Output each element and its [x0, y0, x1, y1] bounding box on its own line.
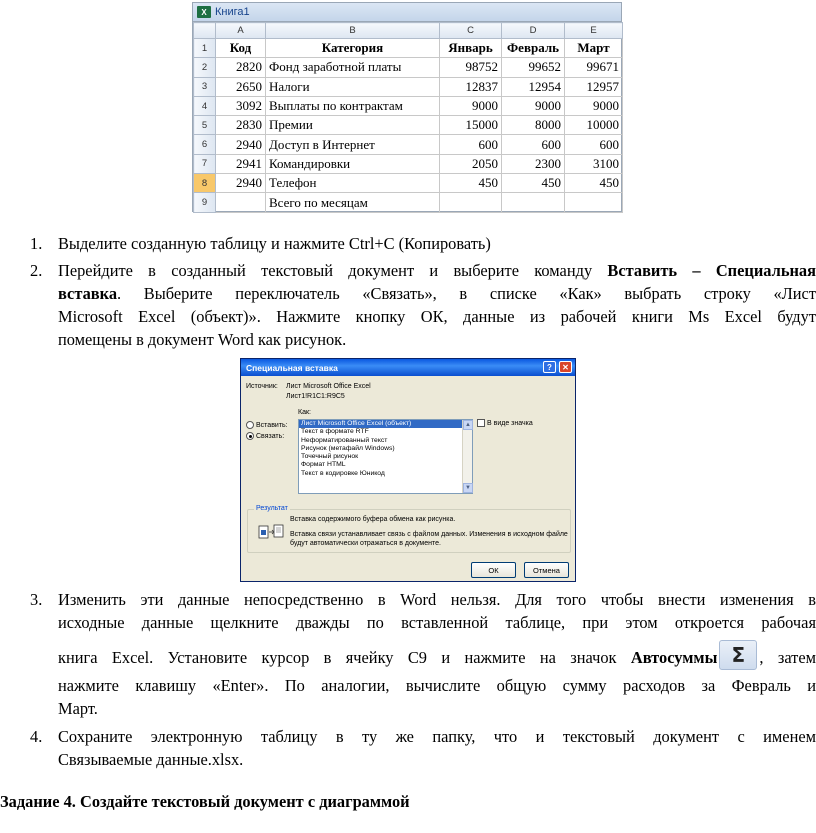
radio-button[interactable] — [246, 421, 254, 429]
table-cell: Телефон — [266, 174, 440, 193]
table-row — [194, 96, 623, 115]
table-cell: 9000 — [565, 96, 623, 115]
step-1 — [30, 232, 816, 256]
row-number: 4 — [194, 96, 216, 115]
excel-icon: X — [197, 6, 211, 18]
table-cell: 12954 — [502, 77, 565, 96]
row-number: 1 — [194, 39, 216, 58]
list-item[interactable]: Текст в кодировке Юникод — [301, 469, 385, 477]
table-cell: 2940 — [216, 174, 266, 193]
table-cell: Доступ в Интернет — [266, 135, 440, 154]
radio-paste[interactable] — [246, 421, 288, 429]
column-header-row — [194, 23, 623, 39]
table-cell — [502, 193, 565, 212]
dialog-title: Специальная вставка — [246, 362, 338, 373]
table-cell: 600 — [502, 135, 565, 154]
table-cell — [565, 193, 623, 212]
row-number: 3 — [194, 77, 216, 96]
excel-window-title: Книга1 — [215, 6, 250, 18]
result-label: Результат — [256, 505, 288, 512]
table-cell: 9000 — [440, 96, 502, 115]
table-row — [194, 77, 623, 96]
table-cell: 2300 — [502, 154, 565, 173]
table-cell: Категория — [266, 39, 440, 58]
source-value: Лист Microsoft Office Excel — [286, 383, 371, 390]
row-number: 2 — [194, 58, 216, 77]
list-item[interactable]: Текст в формате RTF — [301, 428, 369, 436]
table-cell: Всего по месяцам — [266, 193, 440, 212]
step-3-line-1: Изменить эти данные непосредственно в Word нельзя. Для того чтобы внести изменения в — [58, 590, 816, 609]
close-button[interactable]: ✕ — [559, 361, 572, 373]
table-cell: 2050 — [440, 154, 502, 173]
step-4-line-2: Связываемые данные.xlsx. — [58, 750, 244, 769]
paste-link-icon — [258, 522, 284, 540]
table-cell — [440, 193, 502, 212]
list-item[interactable]: Точечный рисунок — [301, 453, 359, 461]
step-1-text: Выделите созданную таблицу и нажмите Ctrl+C (Копировать) — [58, 234, 491, 253]
excel-sheet-image — [192, 2, 622, 212]
row-number: 6 — [194, 135, 216, 154]
table-cell: Март — [565, 39, 623, 58]
row-number: 5 — [194, 116, 216, 135]
table-cell: 12837 — [440, 77, 502, 96]
row-number: 7 — [194, 154, 216, 173]
step-number: 3. — [30, 590, 43, 609]
table-row — [194, 193, 623, 212]
row-number: 8 — [194, 174, 216, 193]
result-text-1: Вставка содержимого буфера обмена как рисунка. — [290, 516, 456, 523]
row-number: 9 — [194, 193, 216, 212]
table-cell: 2820 — [216, 58, 266, 77]
table-cell: 600 — [565, 135, 623, 154]
column-header: B — [266, 23, 440, 39]
step-2-text: Перейдите в созданный текстовый документ и выберите команду — [58, 261, 608, 280]
step-2-text: . Выберите переключатель «Связать», в списке «Как» выбрать строку «Лист — [117, 284, 816, 303]
table-cell: Февраль — [502, 39, 565, 58]
table-cell: 2650 — [216, 77, 266, 96]
spreadsheet-grid — [193, 22, 623, 213]
table-cell: Январь — [440, 39, 502, 58]
menu-command-name: Вставить – Специальная — [607, 261, 816, 280]
as-label: Как: — [298, 409, 311, 416]
step-2-line-3: Microsoft Excel (объект)». Нажмите кнопку ОК, данные из рабочей книги Ms Excel будут — [58, 307, 816, 326]
task-heading: Задание 4. Создайте текстовый документ с диаграммой — [0, 792, 410, 811]
table-cell: Премии — [266, 116, 440, 135]
display-as-icon-label: В виде значка — [487, 419, 533, 427]
step-3-line-2: исходные данные щелкните дважды по вставленной таблице, при этом откроется рабочая — [58, 613, 816, 632]
radio-link[interactable] — [246, 432, 284, 440]
radio-link-label: Связать: — [256, 432, 285, 440]
table-row — [194, 116, 623, 135]
step-number: 2. — [30, 261, 43, 280]
table-row — [194, 39, 623, 58]
scroll-up-icon[interactable]: ▲ — [463, 420, 473, 430]
table-cell: 450 — [565, 174, 623, 193]
result-text-3: будут автоматически отражаться в документе. — [290, 540, 441, 547]
radio-button-selected[interactable] — [246, 432, 254, 440]
paste-special-dialog — [240, 358, 576, 582]
table-cell: 8000 — [502, 116, 565, 135]
step-2-line-2 — [58, 282, 816, 305]
step-4 — [30, 725, 816, 773]
step-number: 4. — [30, 727, 43, 746]
table-cell: 99671 — [565, 58, 623, 77]
list-item[interactable]: Лист Microsoft Office Excel (объект) — [299, 420, 472, 428]
table-cell: 450 — [440, 174, 502, 193]
table-cell: Фонд заработной платы — [266, 58, 440, 77]
display-as-icon-option[interactable] — [477, 419, 533, 427]
list-item[interactable]: Формат HTML — [301, 461, 346, 469]
list-item[interactable]: Рисунок (метафайл Windows) — [301, 444, 395, 452]
table-cell: 10000 — [565, 116, 623, 135]
table-cell: 99652 — [502, 58, 565, 77]
table-cell: 2940 — [216, 135, 266, 154]
table-row — [194, 174, 623, 193]
paste-as-listbox[interactable] — [298, 419, 473, 494]
table-cell: 600 — [440, 135, 502, 154]
dialog-title-bar — [241, 359, 575, 376]
checkbox[interactable] — [477, 419, 485, 427]
scroll-down-icon[interactable]: ▼ — [463, 483, 473, 493]
step-3-line-3 — [58, 644, 816, 674]
column-header: E — [565, 23, 623, 39]
table-cell: Выплаты по контрактам — [266, 96, 440, 115]
result-text-2: Вставка связи устанавливает связь с файлом данных. Изменения в исходном файле — [290, 531, 568, 538]
excel-title-bar — [193, 3, 621, 22]
step-2 — [30, 259, 816, 355]
table-cell: 15000 — [440, 116, 502, 135]
table-cell: 9000 — [502, 96, 565, 115]
listbox-scrollbar[interactable] — [462, 420, 472, 493]
step-3 — [30, 588, 816, 723]
table-cell: 2941 — [216, 154, 266, 173]
table-cell: 98752 — [440, 58, 502, 77]
result-group — [247, 505, 571, 553]
table-cell: 12957 — [565, 77, 623, 96]
table-cell: Код — [216, 39, 266, 58]
table-cell: 2830 — [216, 116, 266, 135]
step-3-line-5: Март. — [58, 699, 98, 718]
help-button[interactable]: ? — [543, 361, 556, 373]
menu-command-name: вставка — [58, 284, 118, 303]
table-row — [194, 135, 623, 154]
step-3-text: книга Excel. Установите курсор в ячейку С9 и нажмите на значок — [58, 647, 631, 667]
table-cell: 3100 — [565, 154, 623, 173]
source-range: Лист1!R1C1:R9C5 — [286, 393, 345, 400]
step-3-line-4: нажмите клавишу «Enter». По аналогии, вычислите общую сумму расходов за Февраль и — [58, 676, 816, 695]
step-2-line-1 — [58, 259, 816, 282]
table-cell: Командировки — [266, 154, 440, 173]
source-label: Источник: — [246, 383, 278, 390]
table-row — [194, 154, 623, 173]
column-header: D — [502, 23, 565, 39]
step-2-line-4: помещены в документ Word как рисунок. — [58, 330, 347, 349]
table-cell: 450 — [502, 174, 565, 193]
step-4-line-1: Сохраните электронную таблицу в ту же папку, что и текстовый документ с именем — [58, 727, 816, 746]
table-cell: Налоги — [266, 77, 440, 96]
autosum-sigma-icon: Σ — [719, 640, 757, 670]
step-number: 1. — [30, 234, 43, 253]
list-item[interactable]: Неформатированный текст — [301, 436, 388, 444]
step-3-text: , затем — [759, 647, 816, 667]
table-cell: 3092 — [216, 96, 266, 115]
column-header: A — [216, 23, 266, 39]
radio-paste-label: Вставить: — [256, 421, 288, 429]
autosum-name: Автосуммы — [630, 647, 718, 667]
table-cell — [216, 193, 266, 212]
select-all-corner — [194, 23, 216, 39]
column-header: C — [440, 23, 502, 39]
ok-button[interactable]: ОК — [471, 562, 516, 578]
cancel-button[interactable]: Отмена — [524, 562, 569, 578]
table-row — [194, 58, 623, 77]
